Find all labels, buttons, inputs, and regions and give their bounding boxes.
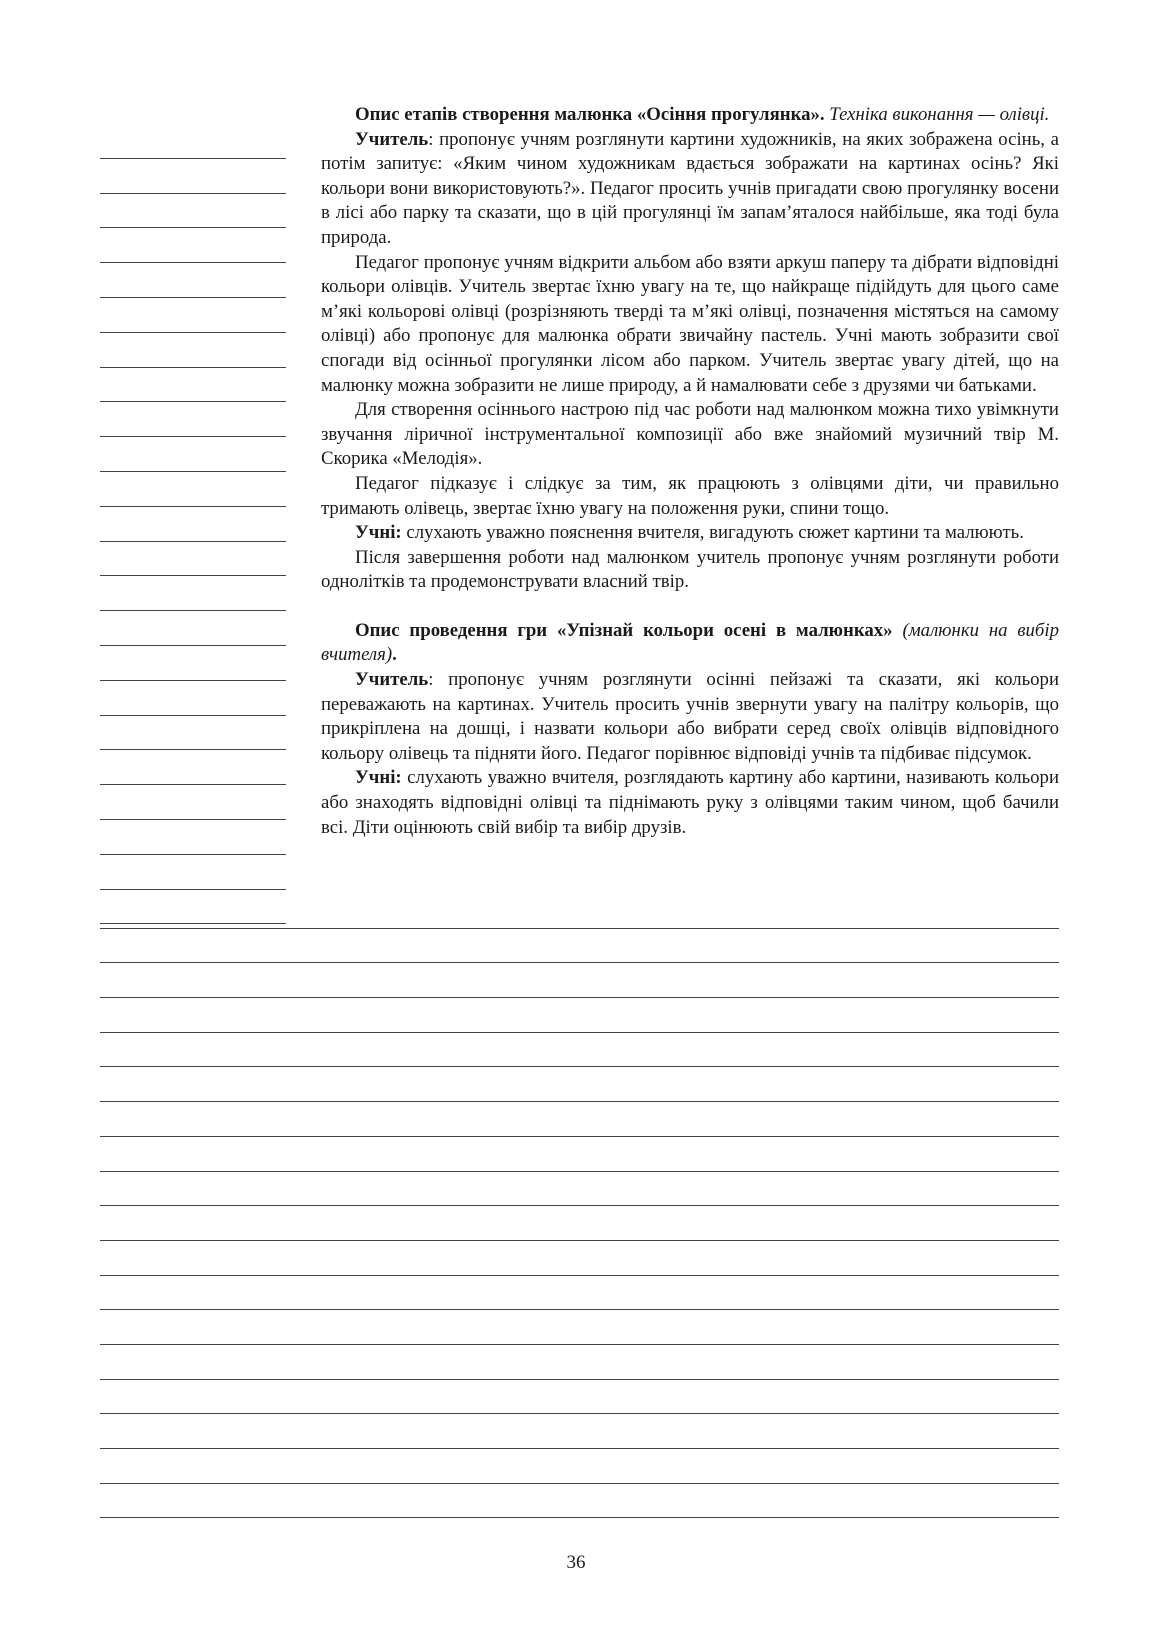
- margin-line: [100, 194, 286, 229]
- margin-line: [100, 750, 286, 785]
- section2-heading: [321, 619, 1059, 668]
- margin-line: [100, 368, 286, 403]
- note-line: [100, 1310, 1059, 1345]
- margin-line: [100, 611, 286, 646]
- note-line: [100, 1172, 1059, 1207]
- note-line: [100, 1102, 1059, 1137]
- note-line: [100, 1484, 1059, 1519]
- note-line: [100, 1380, 1059, 1415]
- paragraph-text: : пропонує учням розглянути картини художників, на яких зображена осінь, а потім запитує: «Яким чином художникам вдається зображати на картинах осінь? Які кольори вони використовують?». Педагог просить учнів пригадати свою прогулянку восени в лісі або парку та сказати, що в цій прогулянці їм запам’яталося найбільше, яка тоді була природа.: [321, 128, 1059, 248]
- margin-line: [100, 681, 286, 716]
- margin-line: [100, 542, 286, 577]
- margin-line: [100, 576, 286, 611]
- section2-title: Опис проведення гри «Упізнай кольори осені в малюнках»: [355, 619, 893, 641]
- margin-line: [100, 472, 286, 507]
- margin-line: [100, 159, 286, 194]
- margin-line: [100, 646, 286, 681]
- note-line: [100, 1449, 1059, 1484]
- section2-subtitle: (малюнки на вибір вчителя): [321, 619, 1059, 666]
- note-line: [100, 1345, 1059, 1380]
- section2-title-end: .: [392, 644, 397, 666]
- note-line: [100, 894, 1059, 929]
- section1-paragraph-4: Педагог підказує і слідкує за тим, як працюють з олівцями діти, чи правильно тримають олівець, звертає їхню увагу на положення руки, спини тощо.: [321, 472, 1059, 519]
- note-line: [100, 1033, 1059, 1068]
- students-label: Учні:: [355, 522, 402, 544]
- section-gap: [321, 595, 1059, 619]
- note-line: [100, 1137, 1059, 1172]
- note-line: [100, 1206, 1059, 1241]
- margin-line: [100, 855, 286, 890]
- page-number: 36: [566, 1552, 586, 1573]
- section1-paragraph-5: [321, 521, 1059, 546]
- students-label: Учні:: [355, 767, 402, 789]
- note-line: [100, 1067, 1059, 1102]
- margin-line: [100, 263, 286, 298]
- section1-paragraph-1: [321, 128, 1059, 251]
- section1-heading: [321, 103, 1059, 128]
- section1-paragraph-2: Педагог пропонує учням відкрити альбом або взяти аркуш паперу та дібрати відповідні кольори олівців. Учитель звертає їхню увагу на те, що найкраще підійдуть для цього саме м’які кольорові олівці (розрізняють тверді та м’які олівці, позначення містяться на самому олівці) або пропонує для малюнка обрати звичайну пастель. Учні мають зобразити свої спогади від осінньої прогулянки лісом або парком. Учитель звертає увагу дітей, що на малюнку можна зобразити не лише природу, а й намалювати себе з друзями чи батьками.: [321, 251, 1059, 396]
- section1-paragraph-3: Для створення осіннього настрою під час роботи над малюнком можна тихо увімкнути звучання ліричної інструментальної композиції або вже знайомий музичний твір М. Скорика «Мелодія».: [321, 399, 1059, 470]
- margin-line: [100, 437, 286, 472]
- margin-line: [100, 716, 286, 751]
- margin-line: [100, 507, 286, 542]
- margin-line: [100, 298, 286, 333]
- paragraph-text: : пропонує учням розглянути осінні пейзажі та сказати, які кольори переважають на картинах. Учитель просить учнів звернути увагу на палітру кольорів, що прикріплена на дошці, і назвати кольори або вибрати серед своїх олівців відповідного кольору олівець та підняти його. Педагог порівнює відповіді учнів та підбиває підсумок.: [321, 669, 1059, 764]
- paragraph-text: слухають уважно пояснення вчителя, вигадують сюжет картини та малюють.: [401, 522, 1024, 544]
- note-line: [100, 963, 1059, 998]
- margin-line: [100, 820, 286, 855]
- section2-paragraph-2: [321, 766, 1059, 840]
- note-lines: [100, 894, 1059, 1518]
- margin-line: [100, 785, 286, 820]
- note-line: [100, 1241, 1059, 1276]
- section2-paragraph-1: [321, 668, 1059, 766]
- teacher-label: Учитель: [355, 128, 429, 150]
- note-line: [100, 929, 1059, 964]
- paragraph-text: слухають уважно вчителя, розглядають картину або картини, називають кольори або знаходять відповідні олівці та піднімають руку з олівцями таким чином, щоб бачили всі. Діти оцінюють свій вибір та вибір друзів.: [321, 767, 1059, 838]
- margin-line: [100, 402, 286, 437]
- teacher-label: Учитель: [355, 669, 429, 691]
- note-line: [100, 1414, 1059, 1449]
- note-line: [100, 1276, 1059, 1311]
- margin-line: [100, 333, 286, 368]
- margin-line: [100, 228, 286, 263]
- section1-subtitle: Техніка виконання — олівці.: [829, 104, 1050, 125]
- main-text: [321, 103, 1059, 840]
- section1-paragraph-6: Після завершення роботи над малюнком учитель пропонує учням розглянути роботи однолітків та продемонструвати власний твір.: [321, 546, 1059, 593]
- margin-note-lines: [100, 124, 286, 924]
- note-line: [100, 998, 1059, 1033]
- margin-line: [100, 124, 286, 159]
- section1-title: Опис етапів створення малюнка «Осіння прогулянка».: [355, 104, 825, 125]
